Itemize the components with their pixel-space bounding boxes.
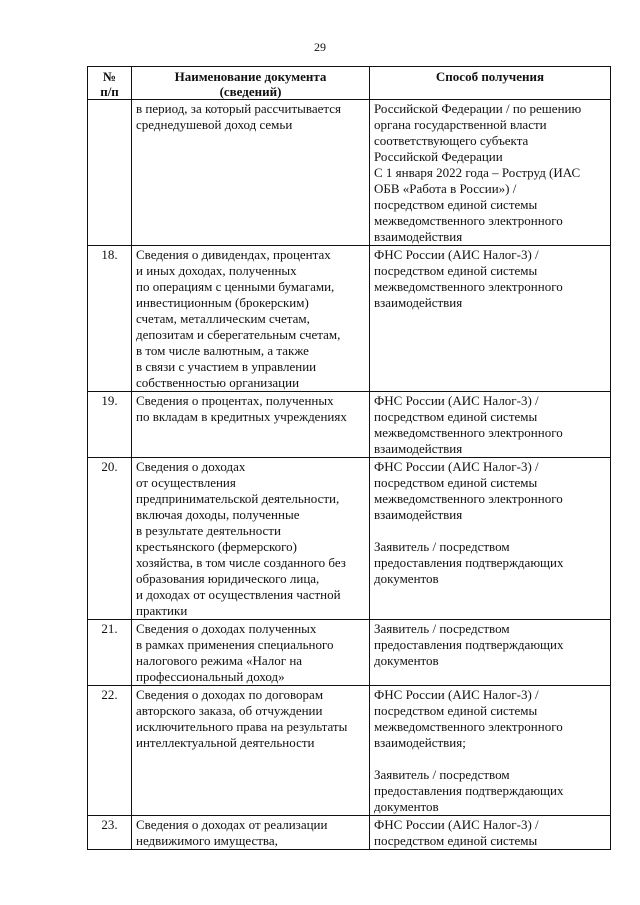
receipt-method-line: взаимодействия [374,295,463,310]
receipt-method-line: Заявитель / посредством [374,621,510,636]
header-num [88,67,132,100]
receipt-method-line: межведомственного электронного [374,491,563,506]
document-name-line: от осуществления [136,475,236,490]
header-name-line: (сведений) [219,84,282,99]
table-row [88,620,611,686]
header-method [370,67,611,100]
receipt-method-line: документов [374,571,439,586]
paragraph-gap [374,751,606,767]
document-name-line: собственностью организации [136,375,300,390]
document-name-line: по вкладам в кредитных учреждениях [136,409,347,424]
receipt-method-line: документов [374,799,439,814]
document-name-line: Сведения о дивидендах, процентах [136,247,331,262]
table-row [88,392,611,458]
receipt-method-line: соответствующего субъекта [374,133,529,148]
receipt-method-line: межведомственного электронного [374,425,563,440]
header-name [132,67,370,100]
header-method-line: Способ получения [435,69,545,84]
document-name-line: профессиональный доход» [136,669,285,684]
receipt-method-line: предоставления подтверждающих [374,783,564,798]
document-name-line: и иных доходах, полученных [136,263,297,278]
receipt-method-cell [370,100,611,246]
receipt-method-line: посредством единой системы [374,703,538,718]
document-name-line: интеллектуальной деятельности [136,735,315,750]
receipt-method-line: взаимодействия [374,507,463,522]
document-name-line: недвижимого имущества, [136,833,278,848]
row-number: 23. [88,816,132,850]
receipt-method-line: органа государственной власти [374,117,547,132]
document-name-line: по операциям с ценными бумагами, [136,279,335,294]
document-name-line: исключительного права на результаты [136,719,348,734]
document-name-line: хозяйства, в том числе созданного без [136,555,346,570]
header-name-line: Наименование документа [174,69,327,84]
document-name-line: образования юридического лица, [136,571,320,586]
document-name-cell [132,246,370,392]
document-name-line: Сведения о доходах [136,459,246,474]
receipt-method-line: межведомственного электронного [374,719,563,734]
receipt-method-line: ФНС России (АИС Налог-3) / [374,817,539,832]
receipt-method-line: посредством единой системы [374,197,538,212]
receipt-method-cell [370,246,611,392]
receipt-method-line: С 1 января 2022 года – Роструд (ИАС [374,165,581,180]
document-name-line: в результате деятельности [136,523,281,538]
row-number: 18. [88,246,132,392]
documents-table [87,66,611,850]
receipt-method-cell [370,816,611,850]
receipt-method-line: документов [374,653,439,668]
row-number: 19. [88,392,132,458]
page-number: 29 [314,40,326,54]
receipt-method-line: ФНС России (АИС Налог-3) / [374,459,539,474]
document-name-line: крестьянского (фермерского) [136,539,297,554]
table-row [88,100,611,246]
receipt-method-cell [370,392,611,458]
receipt-method-line: Российской Федерации / по решению [374,101,582,116]
table-body [88,100,611,850]
document-name-line: счетам, металлическим счетам, [136,311,310,326]
row-number [88,100,132,246]
receipt-method-line: посредством единой системы [374,409,538,424]
receipt-method-line: предоставления подтверждающих [374,637,564,652]
document-name-line: в период, за который рассчитывается [136,101,341,116]
document-name-line: и доходах от осуществления частной [136,587,341,602]
receipt-method-cell [370,686,611,816]
document-name-line: депозитам и сберегательным счетам, [136,327,341,342]
receipt-method-line: посредством единой системы [374,833,538,848]
receipt-method-line: Российской Федерации [374,149,503,164]
document-name-line: авторского заказа, об отчуждении [136,703,323,718]
document-name-cell [132,100,370,246]
document-name-cell [132,816,370,850]
receipt-method-line: взаимодействия [374,441,463,456]
receipt-method-line: ФНС России (АИС Налог-3) / [374,393,539,408]
receipt-method-cell [370,458,611,620]
document-name-cell [132,620,370,686]
document-name-line: Сведения о доходах от реализации [136,817,328,832]
document-name-line: в рамках применения специального [136,637,334,652]
document-name-line: в том числе валютным, а также [136,343,309,358]
row-number: 20. [88,458,132,620]
document-name-line: налогового режима «Налог на [136,653,303,668]
table-row [88,458,611,620]
receipt-method-line: межведомственного электронного [374,279,563,294]
receipt-method-line: ФНС России (АИС Налог-3) / [374,247,539,262]
receipt-method-line: взаимодействия [374,229,463,244]
receipt-method-line: посредством единой системы [374,475,538,490]
receipt-method-line: Заявитель / посредством [374,539,510,554]
receipt-method-line: ФНС России (АИС Налог-3) / [374,687,539,702]
document-name-cell [132,392,370,458]
receipt-method-line: посредством единой системы [374,263,538,278]
table-row [88,686,611,816]
header-num-line: п/п [100,84,119,99]
row-number: 22. [88,686,132,816]
document-name-line: среднедушевой доход семьи [136,117,293,132]
document-name-line: инвестиционным (брокерским) [136,295,309,310]
document-name-line: Сведения о процентах, полученных [136,393,334,408]
receipt-method-line: Заявитель / посредством [374,767,510,782]
document-name-line: в связи с участием в управлении [136,359,317,374]
receipt-method-line: взаимодействия; [374,735,466,750]
document-name-cell [132,686,370,816]
receipt-method-line: предоставления подтверждающих [374,555,564,570]
header-num-line: № [102,69,117,84]
table-row [88,816,611,850]
table-row [88,246,611,392]
receipt-method-line: ОБВ «Работа в России») / [374,181,517,196]
document-name-line: Сведения о доходах по договорам [136,687,324,702]
document-name-line: Сведения о доходах полученных [136,621,317,636]
document-name-line: предпринимательской деятельности, [136,491,340,506]
paragraph-gap [374,523,606,539]
document-name-cell [132,458,370,620]
document-name-line: включая доходы, полученные [136,507,300,522]
row-number: 21. [88,620,132,686]
table-header-row [88,67,611,100]
receipt-method-cell [370,620,611,686]
receipt-method-line: межведомственного электронного [374,213,563,228]
document-name-line: практики [136,603,188,618]
